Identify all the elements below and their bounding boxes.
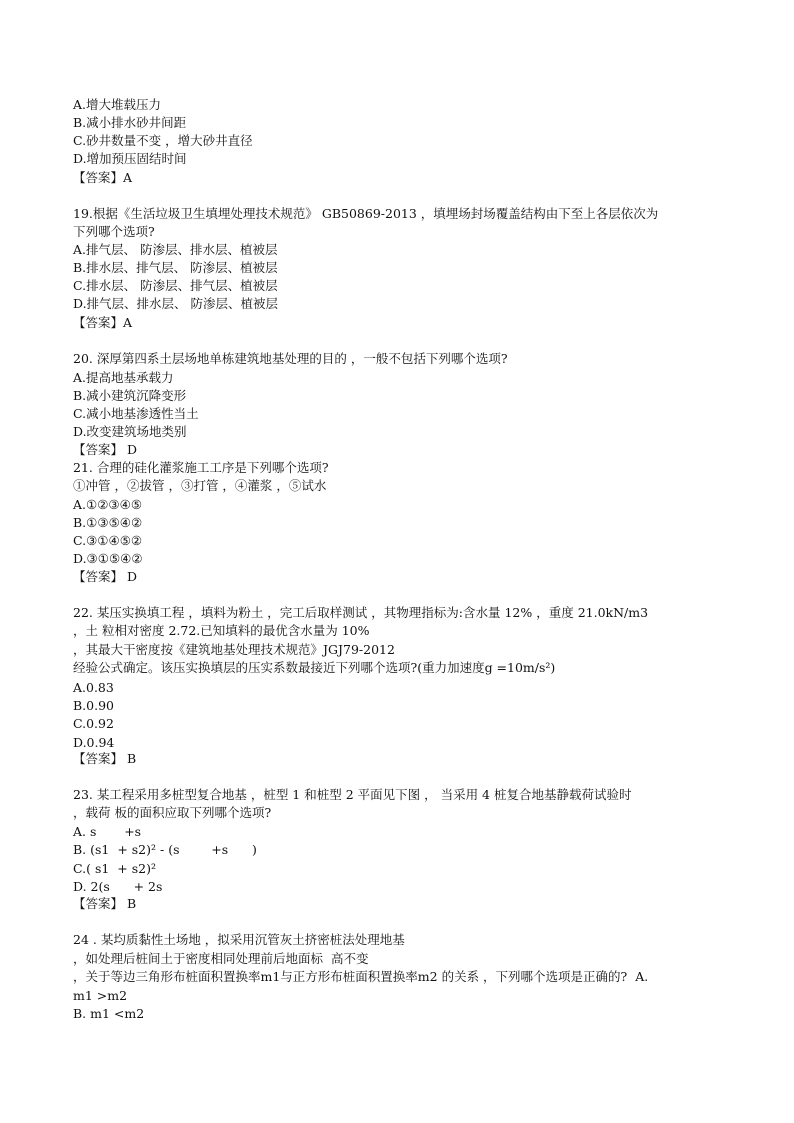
q19-option-b: B.排水层、排气层、 防渗层、植被层 bbox=[73, 260, 278, 275]
q23-answer: 【答案】 B bbox=[73, 896, 137, 911]
q23-question-line-1: 23. 某工程采用多桩型复合地基 ，桩型 1 和桩型 2 平面见下图 ， 当采用 4 桩复合地基静载荷试验时 bbox=[73, 787, 632, 802]
q20-question: 20. 深厚第四系土层场地单栋建筑地基处理的目的 ，一般不包括下列哪个选项? bbox=[73, 351, 508, 366]
q22-option-b: B.0.90 bbox=[73, 698, 114, 713]
q23-option-d: D. 2(s + 2s bbox=[73, 879, 163, 894]
q18-option-a: A.增大堆载压力 bbox=[73, 97, 162, 112]
q23-option-c: C.( s1 + s2)² bbox=[73, 861, 156, 876]
q24-question-line-2: ，如处理后桩间土于密度相同处理前后地面标 高不变 bbox=[73, 951, 369, 966]
q22-option-a: A.0.83 bbox=[73, 680, 114, 695]
q18-option-c: C.砂井数量不变 ，增大砂井直径 bbox=[73, 133, 253, 148]
q24-option-b: B. m1 <m2 bbox=[73, 1006, 145, 1021]
q24-question-line-3: ，关于等边三角形布桩面积置换率m1与正方形布桩面积置换率m2 的关系 ，下列哪个选项是正确的? A. bbox=[73, 969, 649, 984]
q20-option-b: B.减小建筑沉降变形 bbox=[73, 388, 187, 403]
q22-option-c: C.0.92 bbox=[73, 716, 114, 731]
q22-question-line-1: 22. 某压实换填工程 ，填料为粉土 ，完工后取样测试 ，其物理指标为:含水量 12% ，重度 21.0kN/m3 bbox=[73, 605, 649, 620]
q22-question-line-3: ，其最大干密度按《建筑地基处理技术规范》JGJ79-2012 bbox=[73, 642, 395, 657]
q24-question-line-1: 24 . 某均质黏性土场地 ，拟采用沉管灰土挤密桩法处理地基 bbox=[73, 932, 405, 947]
q20-answer: 【答案】 D bbox=[73, 442, 137, 457]
q21-option-c: C.③①④⑤② bbox=[73, 533, 143, 548]
q18-answer: 【答案】A bbox=[73, 170, 133, 185]
q21-answer: 【答案】 D bbox=[73, 569, 137, 584]
q21-steps: ①冲管 ，②拔管 ，③打管 ，④灌浆 ，⑤试水 bbox=[73, 478, 327, 493]
q21-option-a: A.①②③④⑤ bbox=[73, 497, 143, 512]
q18-option-b: B.减小排水砂井间距 bbox=[73, 115, 187, 130]
q20-option-a: A.提高地基承载力 bbox=[73, 370, 174, 385]
q19-option-c: C.排水层、 防渗层、排气层、植被层 bbox=[73, 278, 278, 293]
q19-question-line-2: 下列哪个选项? bbox=[73, 224, 155, 239]
q18-option-d: D.增加预压固结时间 bbox=[73, 151, 187, 166]
q22-question-line-2: ，土 粒相对密度 2.72.已知填料的最优含水量为 10% bbox=[73, 623, 370, 638]
q21-option-b: B.①③⑤④② bbox=[73, 515, 143, 530]
q20-option-c: C.减小地基渗透性当土 bbox=[73, 406, 199, 421]
q19-answer: 【答案】A bbox=[73, 315, 133, 330]
q21-question: 21. 合理的硅化灌浆施工工序是下列哪个选项? bbox=[73, 460, 329, 475]
q23-question-line-2: ，载荷 板的面积应取下列哪个选项? bbox=[73, 805, 272, 820]
q19-option-a: A.排气层、 防渗层、排水层、植被层 bbox=[73, 242, 278, 257]
q22-question-line-4: 经验公式确定。该压实换填层的压实系数最接近下列哪个选项?(重力加速度g =10m/s²) bbox=[73, 660, 556, 675]
q20-option-d: D.改变建筑场地类别 bbox=[73, 424, 187, 439]
q23-option-b: B. (s1 + s2)² - (s +s ) bbox=[73, 842, 257, 857]
q23-option-a: A. s +s bbox=[73, 824, 142, 839]
q22-answer: 【答案】 B bbox=[73, 751, 137, 766]
q19-option-d: D.排气层、排水层、 防渗层、植被层 bbox=[73, 296, 279, 311]
q24-option-a-value: m1 >m2 bbox=[73, 988, 128, 1003]
q21-option-d: D.③①⑤④② bbox=[73, 551, 143, 566]
q22-option-d: D.0.94 bbox=[73, 735, 115, 750]
q19-question-line-1: 19.根据《生活垃圾卫生填埋处理技术规范》 GB50869-2013 ，填埋场封场覆盖结构由下至上各层依次为 bbox=[73, 206, 659, 221]
